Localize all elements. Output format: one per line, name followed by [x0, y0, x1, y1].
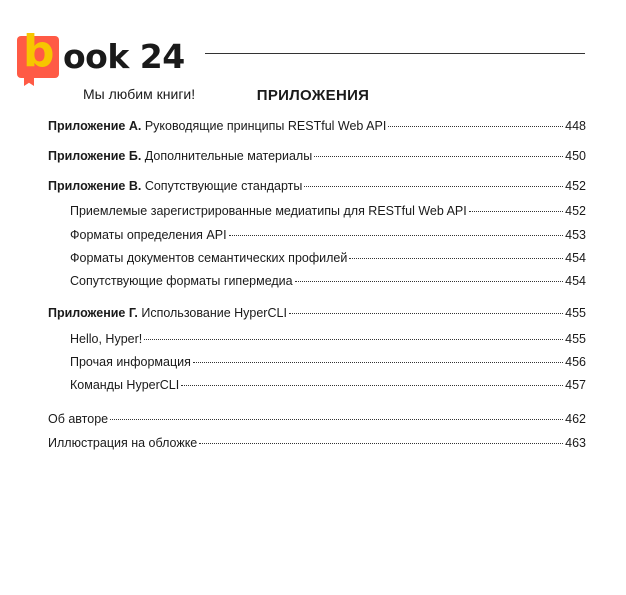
toc-entry: Приложение В. Сопутствующие стандарты 452 — [48, 179, 586, 193]
toc-entry: Иллюстрация на обложке 463 — [48, 436, 586, 450]
toc-subentry: Форматы определения API 453 — [70, 228, 586, 242]
toc-page-number: 452 — [565, 204, 586, 218]
toc-subentry: Приемлемые зарегистрированные медиатипы для RESTful Web API 452 — [70, 204, 586, 218]
toc-entry: Об авторе 462 — [48, 412, 586, 426]
toc-page-number: 448 — [565, 119, 586, 133]
toc-page-number: 462 — [565, 412, 586, 426]
logo-tagline: Мы любим книги! — [83, 86, 196, 102]
header-rule — [205, 53, 585, 54]
toc-page-number: 450 — [565, 149, 586, 163]
toc-entry: Приложение А. Руководящие принципы RESTful Web API 448 — [48, 119, 586, 133]
toc-page-number: 455 — [565, 332, 586, 346]
logo-text: ook 24 — [63, 37, 185, 76]
toc-subentry: Сопутствующие форматы гипермедиа 454 — [70, 274, 586, 288]
toc-subentry: Форматы документов семантических профилей 454 — [70, 251, 586, 265]
toc-subentry: Hello, Hyper! 455 — [70, 332, 586, 346]
toc-entry: Приложение Б. Дополнительные материалы 450 — [48, 149, 586, 163]
toc-subentry: Команды HyperCLI 457 — [70, 378, 586, 392]
toc-page-number: 457 — [565, 378, 586, 392]
toc-page-number: 453 — [565, 228, 586, 242]
toc-page-number: 456 — [565, 355, 586, 369]
page-title: ПРИЛОЖЕНИЯ — [256, 87, 370, 104]
toc-page-number: 454 — [565, 251, 586, 265]
toc-page-number: 454 — [565, 274, 586, 288]
logo-letter: b — [23, 26, 55, 77]
toc-page-number: 463 — [565, 436, 586, 450]
logo-badge-icon — [17, 26, 59, 78]
toc-page-number: 455 — [565, 306, 586, 320]
toc-page-number: 452 — [565, 179, 586, 193]
toc-subentry: Прочая информация 456 — [70, 355, 586, 369]
toc-entry: Приложение Г. Использование HyperCLI 455 — [48, 306, 586, 320]
